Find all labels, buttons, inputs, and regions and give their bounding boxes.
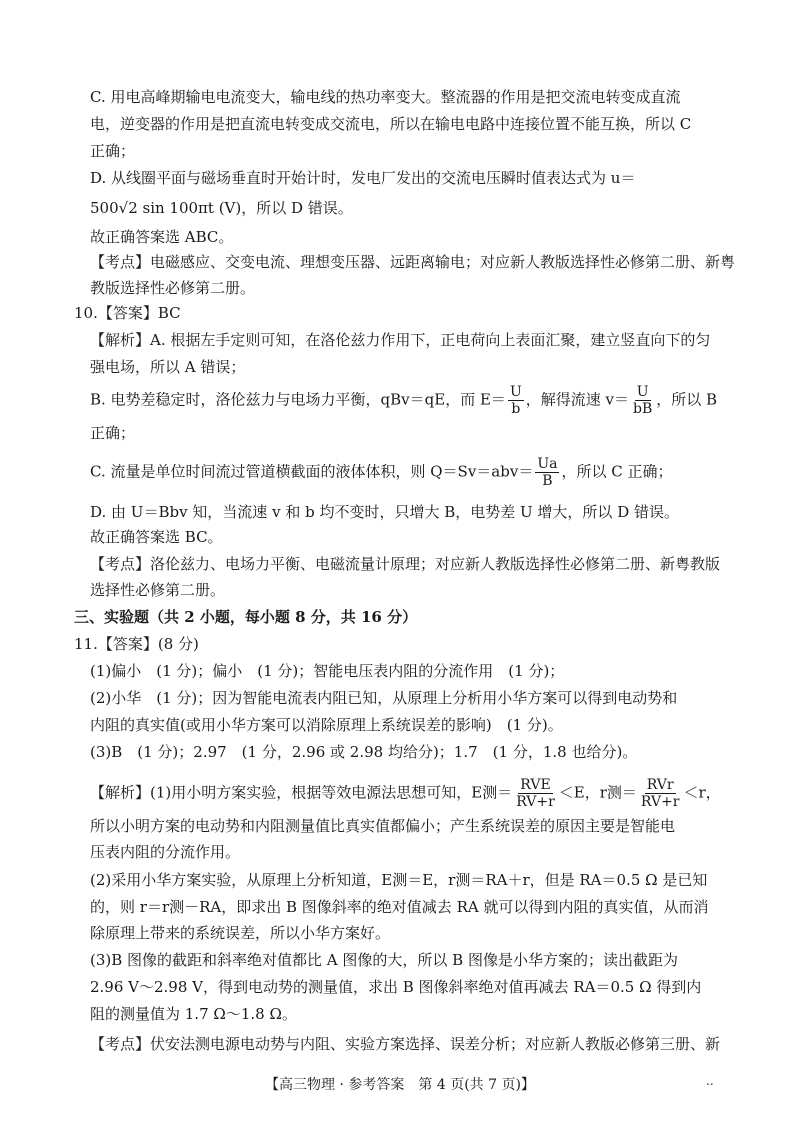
answer-line: (3)B (1 分)；2.97 (1 分，2.96 或 2.98 均给分)；1.7 (1 分，1.8 也给分)。 — [90, 743, 638, 761]
analysis-line-with-formula — [90, 384, 717, 417]
fraction-denominator: bB — [633, 401, 653, 417]
analysis-line: (3)B 图像的截距和斜率绝对值都比 A 图像的大，所以 B 图像是小华方案的；读出截距为 — [90, 951, 678, 969]
fraction-denominator: b — [511, 401, 521, 417]
answer-heading: 10.【答案】BC — [74, 304, 181, 322]
fraction-numerator: U — [636, 384, 649, 400]
section-heading: 三、实验题（共 2 小题，每小题 8 分，共 16 分） — [74, 608, 418, 626]
answer-line: 内阻的真实值(或用小华方案可以消除原理上系统误差的影响) (1 分)。 — [90, 716, 563, 734]
topic-note: 【考点】洛伦兹力、电场力平衡、电磁流量计原理；对应新人教版选择性必修第二册、新粤教版 — [90, 555, 721, 573]
fraction-formula — [631, 384, 654, 417]
topic-note: 教版选择性必修第二册。 — [90, 279, 256, 297]
text-segment: ＜r， — [683, 783, 721, 802]
answer-line: (1)偏小 (1 分)；偏小 (1 分)；智能电压表内阻的分流作用 (1 分)； — [90, 662, 565, 680]
text-segment: B. 电势差稳定时，洛伦兹力与电场力平衡，qBv＝qE，而 E＝ — [90, 390, 506, 409]
topic-note: 【考点】电磁感应、交变电流、理想变压器、远距离输电；对应新人教版选择性必修第二册、新粤 — [90, 253, 736, 271]
analysis-line: 【解析】A. 根据左手定则可知，在洛伦兹力作用下，正电荷向上表面汇聚，建立竖直向下的匀 — [90, 331, 711, 349]
fraction-numerator: Ua — [537, 456, 558, 472]
text-line: 故正确答案选 ABC。 — [90, 228, 234, 246]
fraction-denominator: RV+r — [640, 794, 680, 810]
answer-line: (2)小华 (1 分)；因为智能电流表内阻已知，从原理上分析用小华方案可以得到电动势和 — [90, 689, 678, 707]
text-line: D. 从线圈平面与磁场垂直时开始计时，发电厂发出的交流电压瞬时值表达式为 u＝ — [90, 169, 636, 187]
topic-note: 选择性必修第二册。 — [90, 581, 226, 599]
analysis-line: 故正确答案选 BC。 — [90, 528, 223, 546]
fraction-numerator: U — [509, 384, 522, 400]
text-segment: ，所以 B — [656, 390, 718, 409]
text-line: 电，逆变器的作用是把直流电转变成交流电，所以在输电电路中连接位置不能互换，所以 C — [90, 115, 692, 133]
text-segment: 【解析】(1)用小明方案实验，根据等效电源法思想可知，E测＝ — [90, 783, 513, 802]
analysis-line: 的，则 r＝r测－RA，即求出 B 图像斜率的绝对值减去 RA 就可以得到内阻的真实值，从而消 — [90, 898, 709, 916]
text-segment: ＜E，r测＝ — [558, 783, 637, 802]
analysis-line: 正确； — [90, 424, 136, 442]
analysis-line: (2)采用小华方案实验，从原理上分析知道，E测＝E，r测＝RA＋r，但是 RA＝0.5 Ω 是已知 — [90, 871, 708, 889]
topic-note: 【考点】伏安法测电源电动势与内阻、实验方案选择、误差分析；对应新人教版必修第三册、新 — [90, 1035, 721, 1053]
fraction-formula — [535, 456, 559, 489]
analysis-line: 除原理上带来的系统误差，所以小华方案好。 — [90, 924, 391, 942]
answer-heading: 11.【答案】(8 分) — [74, 635, 199, 653]
fraction-denominator: RV+r — [516, 794, 555, 810]
text-segment: C. 流量是单位时间流过管道横截面的液体体积，则 Q＝Sv＝abv＝ — [90, 462, 534, 481]
fraction-numerator: RVr — [646, 777, 674, 793]
fraction-formula — [639, 777, 682, 810]
text-segment: ，解得流速 v＝ — [525, 390, 629, 409]
fraction-denominator: B — [542, 473, 553, 489]
formula-line: 500√2 sin 100πt (V)，所以 D 错误。 — [90, 199, 353, 217]
text-line: C. 用电高峰期输电电流变大，输电线的热功率变大。整流器的作用是把交流电转变成直流 — [90, 88, 681, 106]
analysis-line-with-formula — [90, 777, 721, 810]
text-segment: ，所以 C 正确； — [561, 462, 673, 481]
fraction-formula — [514, 777, 557, 810]
analysis-line: 压表内阻的分流作用。 — [90, 843, 241, 861]
analysis-line: 强电场，所以 A 错误； — [90, 358, 246, 376]
analysis-line: 阻的测量值为 1.7 Ω～1.8 Ω。 — [90, 1005, 297, 1023]
analysis-line: 所以小明方案的电动势和内阻测量值比真实值都偏小；产生系统误差的原因主要是智能电 — [90, 817, 676, 835]
analysis-line: 2.96 V～2.98 V，得到电动势的测量值，求出 B 图像斜率绝对值再减去 RA＝0.5 Ω 得到内 — [90, 978, 702, 996]
fraction-formula — [508, 384, 524, 417]
analysis-line: D. 由 U＝Bbv 知，当流速 v 和 b 均不变时，只增大 B，电势差 U 增大，所以 D 错误。 — [90, 503, 679, 521]
page-footer: 【高三物理 · 参考答案 第 4 页(共 7 页)】 — [265, 1077, 535, 1093]
analysis-line-with-formula — [90, 456, 673, 489]
text-line: 正确； — [90, 142, 136, 160]
corner-mark: .. — [706, 1074, 714, 1088]
fraction-numerator: RVE — [520, 777, 551, 793]
